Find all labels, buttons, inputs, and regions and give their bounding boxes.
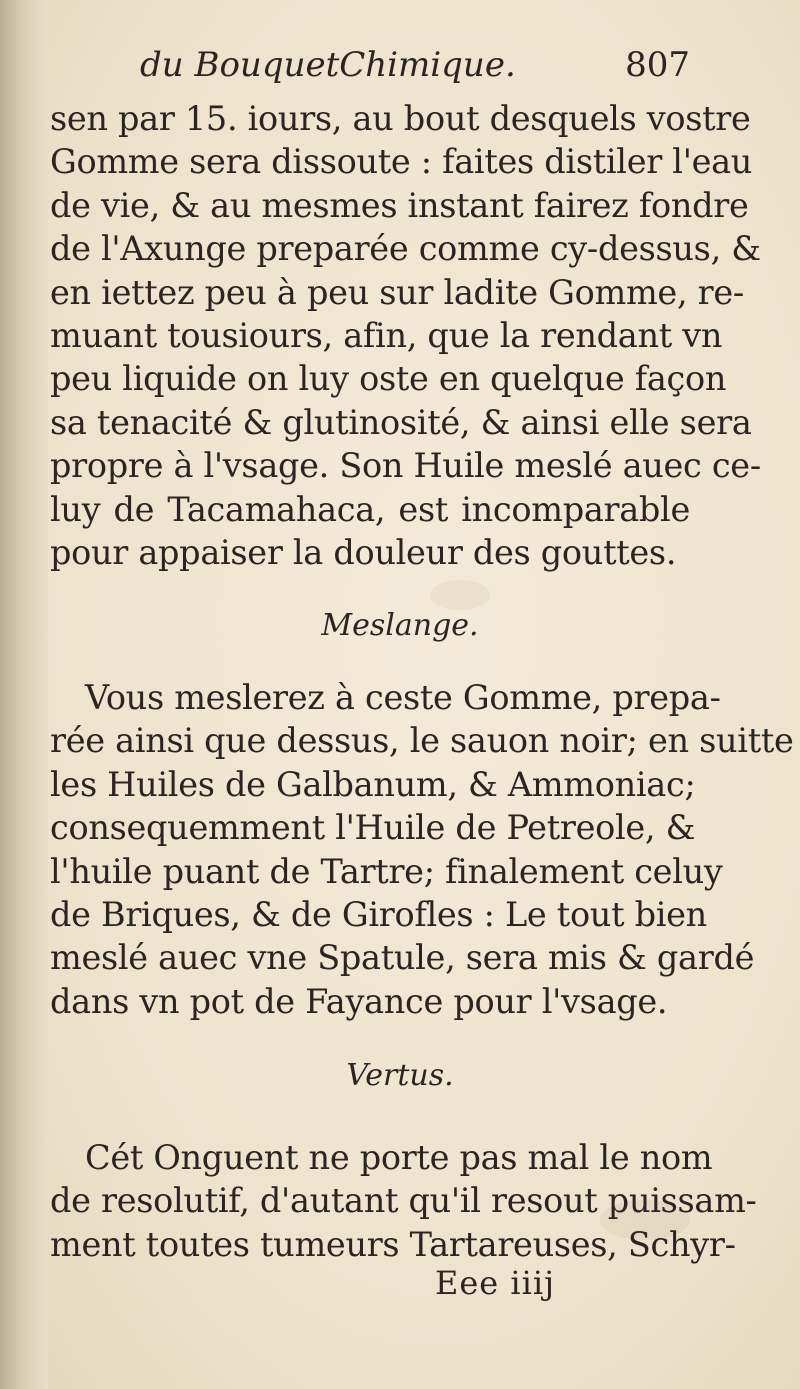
text-line: pour appaiser la douleur des gouttes. — [50, 532, 677, 572]
signature-mark: Eee iiij — [435, 1264, 556, 1302]
text-line: propre à l'vsage. Son Huile meslé auec ce- — [50, 446, 761, 486]
page-header — [140, 40, 690, 90]
text-line: les Huiles de Galbanum, & Ammoniac; — [50, 764, 696, 804]
paragraph-continuation — [50, 97, 761, 574]
text-line: Gomme sera dissoute : faites distiler l'eau — [50, 142, 753, 182]
page-number: 807 — [625, 45, 690, 85]
text-line: rée ainsi que dessus, le sauon noir; en suitte — [50, 721, 794, 761]
text-line: de l'Axunge preparée comme cy-dessus, & — [50, 229, 761, 269]
text-line: dans vn pot de Fayance pour l'vsage. — [50, 981, 668, 1021]
text-line: peu liquide on luy oste en quelque façon — [50, 359, 727, 399]
text-line: meslé auec vne Spatule, sera mis & gardé — [50, 938, 755, 978]
text-line: consequemment l'Huile de Petreole, & — [50, 808, 696, 848]
text-line: de Briques, & de Girofles : Le tout bien — [50, 894, 707, 934]
text-line: sa tenacité & glutinosité, & ainsi elle sera — [50, 402, 752, 442]
text-line: muant tousiours, afin, que la rendant vn — [50, 315, 723, 355]
text-line: l'huile puant de Tartre; finalement celuy — [50, 851, 723, 891]
text-line: de resolutif, d'autant qu'il resout puissam- — [50, 1181, 757, 1221]
text-line: Vous meslerez à ceste Gomme, prepa- — [85, 678, 721, 717]
section-heading-vertus: Vertus. — [346, 1058, 454, 1093]
page-gutter — [0, 0, 48, 1389]
paragraph-meslange — [50, 676, 794, 1023]
text-line: en iettez peu à peu sur ladite Gomme, re- — [50, 272, 744, 312]
paragraph-vertus — [50, 1136, 757, 1266]
text-line: de vie, & au mesmes instant fairez fondre — [50, 185, 749, 225]
section-heading-meslange: Meslange. — [321, 608, 479, 643]
text-line: luy de Tacamahaca, est incomparable — [50, 489, 690, 529]
running-title: du BouquetChimique. — [140, 45, 516, 85]
text-line: ment toutes tumeurs Tartareuses, Schyr- — [50, 1224, 736, 1264]
text-line: Cét Onguent ne porte pas mal le nom — [85, 1138, 713, 1177]
text-line: sen par 15. iours, au bout desquels vostre — [50, 99, 751, 138]
